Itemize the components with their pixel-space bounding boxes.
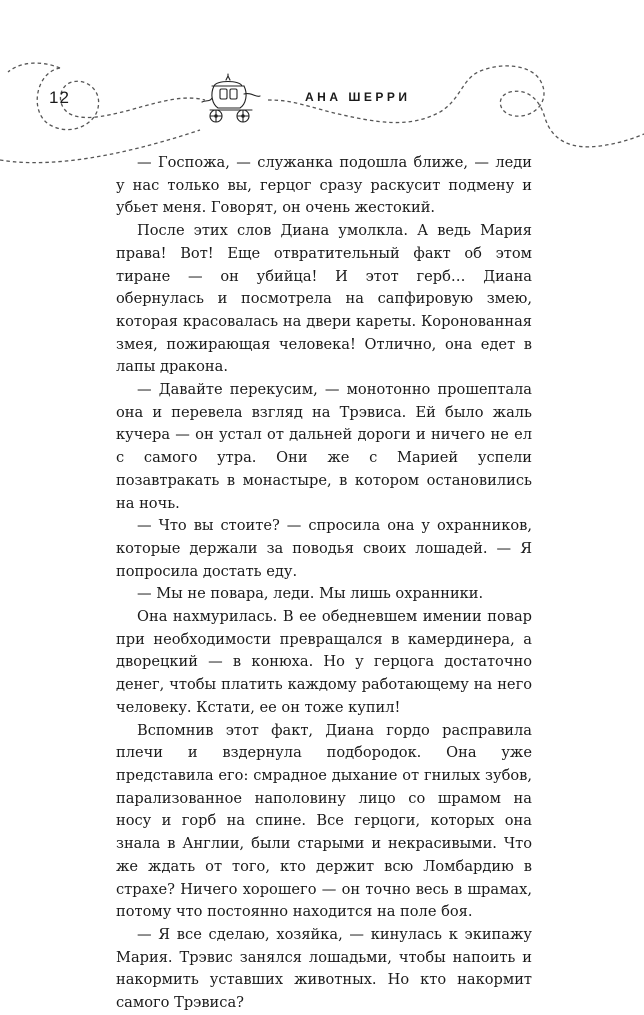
paragraph: Вспомнив этот факт, Диана гордо расправила плечи и вздернула подбородок. Она уже представила его: смрадное дыхание от гнилых зубов, парализованное наполовину лицо со шрамом на носу и горб на спине. Все герцоги, которых она знала в Англии, были старыми и некрасивыми. Что же ждать от того, кто держит всю Ломбардию в страхе? Ничего хорошего — он точно весь в шрамах, потому что постоянно находится на поле боя. <box>116 721 532 921</box>
paragraph: — Госпожа, — служанка подошла ближе, — леди у нас только вы, герцог сразу раскусит подмену и убьет меня. Говорят, он очень жестокий. <box>116 154 532 217</box>
page-text <box>116 152 532 1015</box>
page-number: 12 <box>49 88 70 107</box>
author-name: АНА ШЕРРИ <box>305 90 411 104</box>
carriage-icon <box>198 72 262 124</box>
paragraph: После этих слов Диана умолкла. А ведь Мария права! Вот! Еще отвратительный факт об этом тиране — он убийца! И этот герб… Диана обернулась и посмотрела на сапфировую змею, которая красовалась на двери кареты. Коронованная змея, пожирающая человека! Отлично, она едет в лапы дракона. <box>116 222 532 376</box>
paragraph: — Что вы стоите? — спросила она у охранников, которые держали за поводья своих лошадей. — Я попросила достать еду. <box>116 517 532 580</box>
paragraph: — Мы не повара, леди. Мы лишь охранники. <box>137 585 484 603</box>
paragraph: Она нахмурилась. В ее обедневшем имении повар при необходимости превращался в камердинера, а дворецкий — в конюха. Но у герцога достаточно денег, чтобы платить каждому работающему на него человеку. Кстати, ее он тоже купил! <box>116 608 532 716</box>
paragraph: — Давайте перекусим, — монотонно прошептала она и перевела взгляд на Трэвиса. Ей было жаль кучера — он устал от дальней дороги и ничего не ел с самого утра. Они же с Марией успели позавтракать в монастыре, в котором остановились на ночь. <box>116 381 532 512</box>
paragraph: — Я все сделаю, хозяйка, — кинулась к экипажу Мария. Трэвис занялся лошадьми, чтобы напоить и накормить уставших животных. Но кто накормит самого Трэвиса? <box>116 925 532 1012</box>
